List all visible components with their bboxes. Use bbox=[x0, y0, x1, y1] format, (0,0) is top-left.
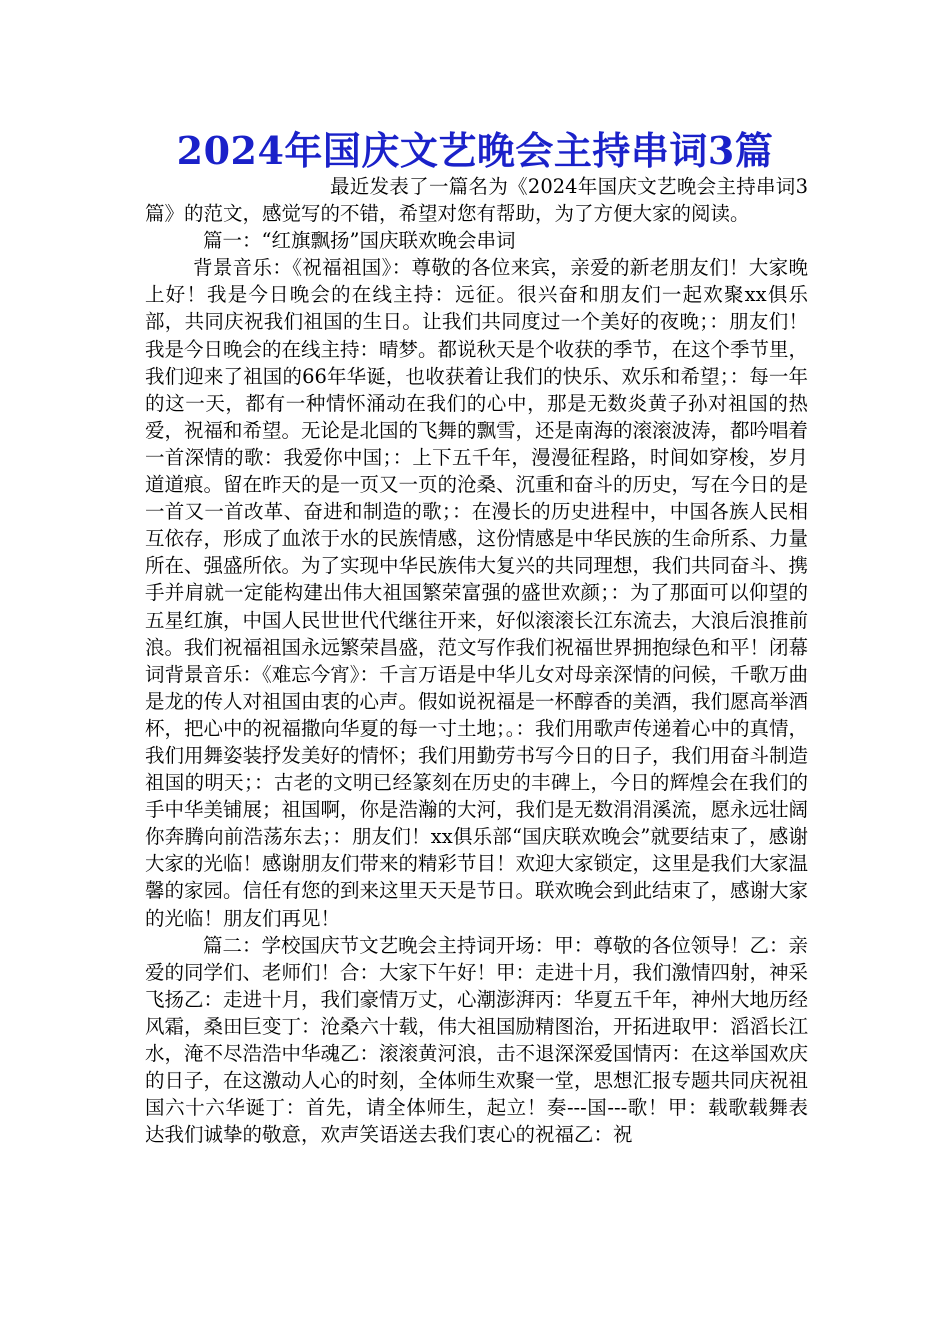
part-one-body: 背景音乐：《祝福祖国》：尊敬的各位来宾，亲爱的新老朋友们！大家晚上好！我是今日晚会的在线主持：远征。很兴奋和朋友们一起欢聚xx俱乐部，共同庆祝我们祖国的生日。让我们共同度过一个美好的夜晚；：朋友们！我是今日晚会的在线主持：晴梦。都说秋天是个收获的季节，在这个季节里，我们迎来了祖国的66年华诞，也收获着让我们的快乐、欢乐和希望；：每一年的这一天，都有一种情怀涌动在我们的心中，那是无数炎黄子孙对祖国的热爱，祝福和希望。无论是北国的飞舞的飘雪，还是南海的滚滚波涛，都吟唱着一首深情的歌：我爱你中国；：上下五千年，漫漫征程路，时间如穿梭，岁月道道痕。留在昨天的是一页又一页的沧桑、沉重和奋斗的历史，写在今日的是一首又一首改革、奋进和制造的歌；：在漫长的历史进程中，中国各族人民相互依存，形成了血浓于水的民族情感，这份情感是中华民族的生命所系、力量所在、强盛所依。为了实现中华民族伟大复兴的共同理想，我们共同奋斗、携手并肩就一定能构建出伟大祖国繁荣富强的盛世欢颜；：为了那面可以仰望的五星红旗，中国人民世世代代继往开来，好似滚滚长江东流去，大浪后浪推前浪。我们祝福祖国永远繁荣昌盛，范文写作我们祝福世界拥抱绿色和平！闭幕词背景音乐：《难忘今宵》：千言万语是中华儿女对母亲深情的问候，千歌万曲是龙的传人对祖国由衷的心声。假如说祝福是一杯醇香的美酒，我们愿高举酒杯，把心中的祝福撒向华夏的每一寸土地；。：我们用歌声传递着心中的真情，我们用舞姿装抒发美好的情怀；我们用勤劳书写今日的日子，我们用奋斗制造祖国的明天；：古老的文明已经篆刻在历史的丰碑上，今日的辉煌会在我们的手中华美铺展；祖国啊，你是浩瀚的大河，我们是无数涓涓溪流，愿永远壮阔你奔腾向前浩荡东去；：朋友们！xx俱乐部“国庆联欢晚会”就要结束了，感谢大家的光临！感谢朋友们带来的精彩节目！欢迎大家锁定，这里是我们大家温馨的家园。信任有您的到来这里天天是节日。联欢晚会到此结束了，感谢大家的光临！朋友们再见！ bbox=[145, 256, 809, 930]
intro-paragraph: 最近发表了一篇名为《2024年国庆文艺晚会主持串词3篇》的范文，感觉写的不错，希望对您有帮助，为了方便大家的阅读。 bbox=[145, 175, 808, 226]
part-two-body: 篇二：学校国庆节文艺晚会主持词开场：甲：尊敬的各位领导！乙：亲爱的同学们、老师们！合：大家下午好！甲：走进十月，我们激情四射，神采飞扬乙：走进十月，我们豪情万丈，心潮澎湃丙：华夏五千年，神州大地历经风霜，桑田巨变丁：沧桑六十载，伟大祖国励精图治，开拓进取甲：滔滔长江水，淹不尽浩浩中华魂乙：滚滚黄河浪，击不退深深爱国情丙：在这举国欢庆的日子，在这激动人心的时刻，全体师生欢聚一堂，思想汇报专题共同庆祝祖国六十六华诞丁：首先，请全体师生，起立！奏---国---歌！甲：载歌载舞表达我们诚挚的敬意，欢声笑语送去我们衷心的祝福乙：祝 bbox=[145, 933, 809, 1147]
document-title: 2024年国庆文艺晚会主持串词3篇 bbox=[176, 128, 774, 173]
document-body bbox=[145, 173, 808, 1148]
section-heading-part-one: 篇一：“红旗飘扬”国庆联欢晚会串词 bbox=[203, 229, 516, 253]
